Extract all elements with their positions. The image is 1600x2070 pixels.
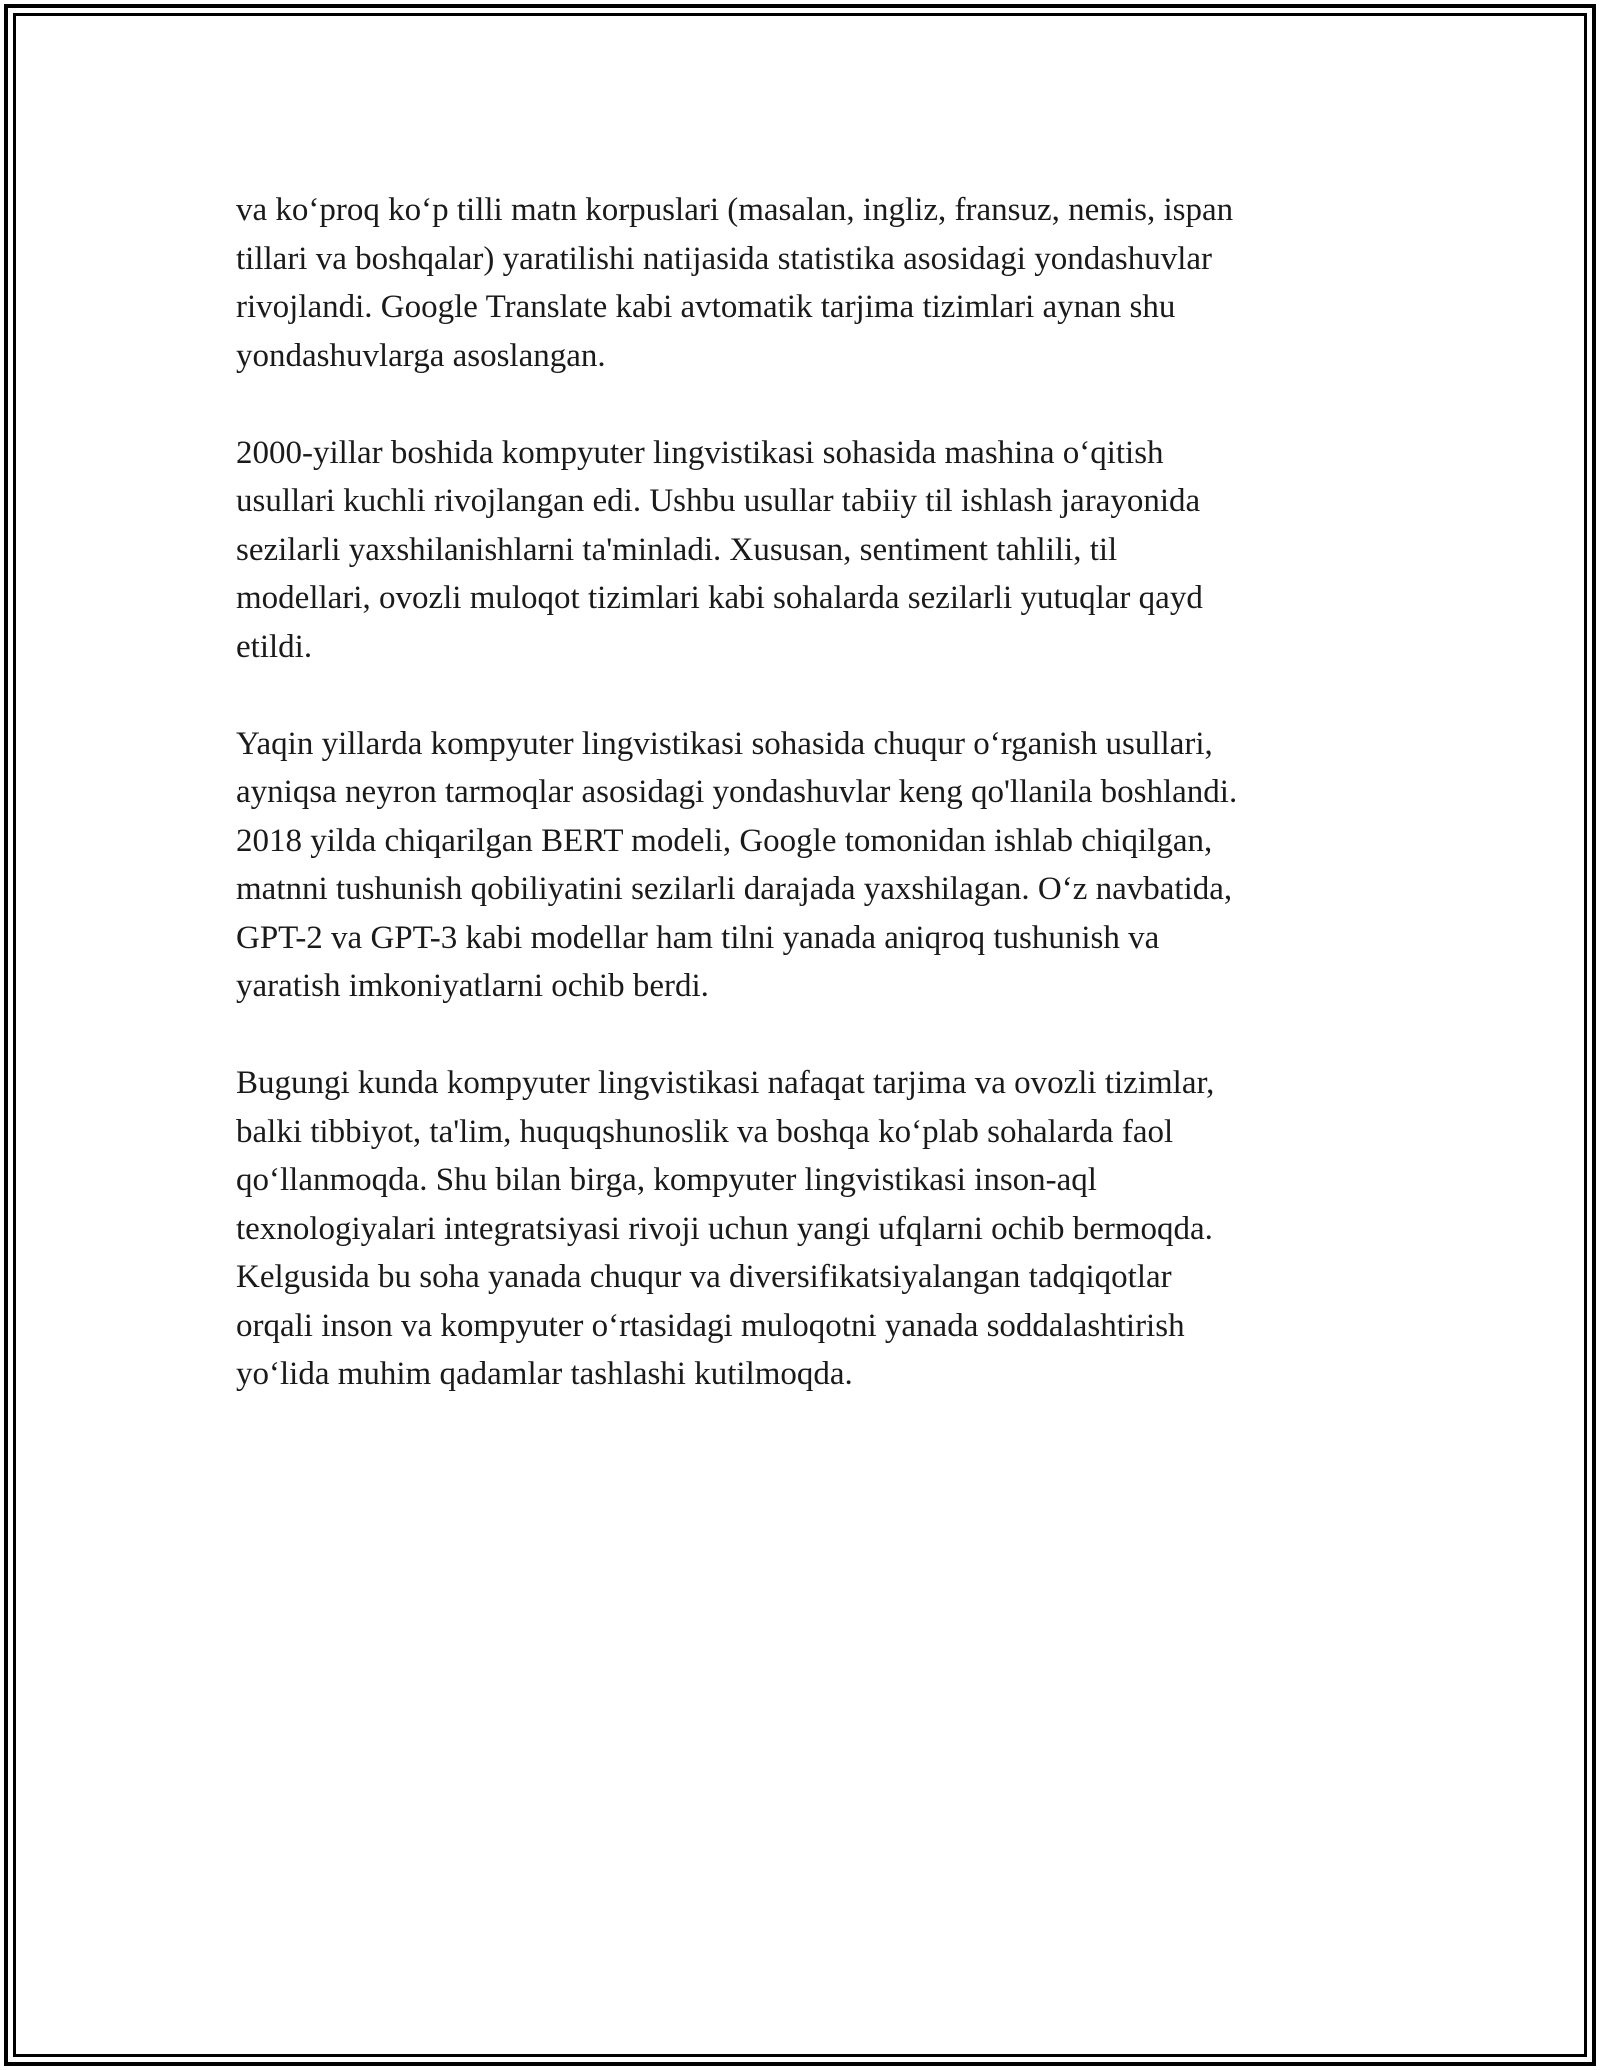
document-body [236,186,1356,1399]
paragraph-4: Bugungi kunda kompyuter lingvistikasi nafaqat tarjima va ovozli tizimlar, balki tibbiyot, ta'lim, huquqshunoslik va boshqa ko‘plab sohalarda faol qo‘llanmoqda. Shu bilan birga, kompyuter lingvistikasi inson-aql texnologiyalari integratsiyasi rivoji uchun yangi ufqlarni ochib bermoqda. Kelgusida bu soha yanada chuqur va diversifikatsiyalangan tadqiqotlar orqali inson va kompyuter o‘rtasidagi muloqotni yanada soddalashtirish yo‘lida muhim qadamlar tashlashi kutilmoqda. [236,1065,1215,1392]
paragraph-2: 2000-yillar boshida kompyuter lingvistikasi sohasida mashina o‘qitish usullari kuchli rivojlangan edi. Ushbu usullar tabiiy til ishlash jarayonida sezilarli yaxshilanishlarni ta'minladi. Xususan, sentiment tahlili, til modellari, ovozli muloqot tizimlari kabi sohalarda sezilarli yutuqlar qayd etildi. [236,434,1203,665]
paragraph-3: Yaqin yillarda kompyuter lingvistikasi sohasida chuqur o‘rganish usullari, ayniqsa neyron tarmoqlar asosidagi yondashuvlar keng qo'llanila boshlandi. 2018 yilda chiqarilgan BERT modeli, Google tomonidan ishlab chiqilgan, matnni tushunish qobiliyatini sezilarli darajada yaxshilagan. O‘z navbatida, GPT-2 va GPT-3 kabi modellar ham tilni yanada aniqroq tushunish va yaratish imkoniyatlarni ochib berdi. [236,725,1238,1004]
paragraph-1: va ko‘proq ko‘p tilli matn korpuslari (masalan, ingliz, fransuz, nemis, ispan tillari va boshqalar) yaratilishi natijasida statistika asosidagi yondashuvlar rivojlandi. Google Translate kabi avtomatik tarjima tizimlari aynan shu yondashuvlarga asoslangan. [236,192,1234,374]
